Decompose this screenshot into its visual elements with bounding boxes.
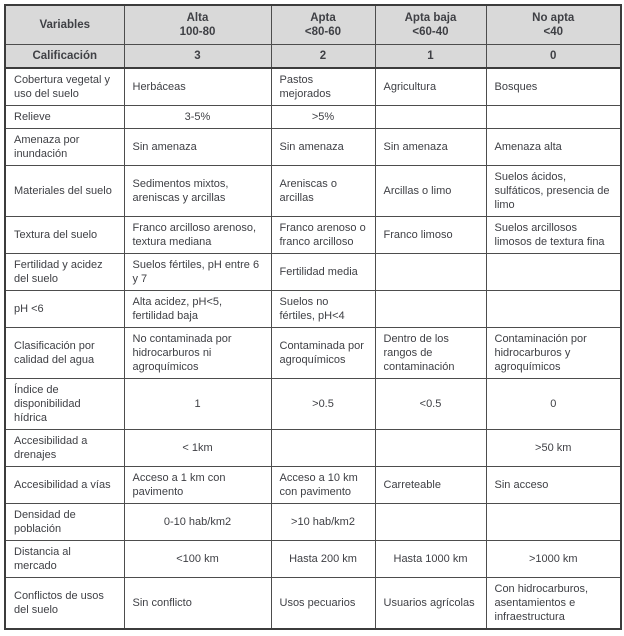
table-cell: Contaminada por agroquímicos	[271, 328, 375, 379]
calificacion-value: 0	[486, 45, 621, 69]
table-cell: Sin amenaza	[124, 129, 271, 166]
table-row	[5, 430, 621, 467]
table-cell: Herbáceas	[124, 68, 271, 106]
column-header-no-apta	[486, 5, 621, 45]
row-label: Fertilidad y acidez del suelo	[5, 254, 124, 291]
column-title: Alta	[186, 12, 209, 24]
table-cell: Contaminación por hidrocarburos y agroquímicos	[486, 328, 621, 379]
calificacion-value: 3	[124, 45, 271, 69]
table-cell: >50 km	[486, 430, 621, 467]
row-label: Accesibilidad a vías	[5, 467, 124, 504]
table-row	[5, 291, 621, 328]
table-cell: Suelos ácidos, sulfáticos, presencia de limo	[486, 166, 621, 217]
column-header-variables: Variables	[5, 5, 124, 45]
column-range: <60-40	[412, 26, 449, 38]
column-header-alta	[124, 5, 271, 45]
suitability-criteria-table	[4, 4, 622, 630]
table-cell: Sedimentos mixtos, areniscas y arcillas	[124, 166, 271, 217]
table-cell: Sin amenaza	[271, 129, 375, 166]
row-label: pH <6	[5, 291, 124, 328]
table-cell: Hasta 200 km	[271, 541, 375, 578]
table-row	[5, 217, 621, 254]
table-cell: Franco limoso	[375, 217, 486, 254]
table-cell: 1	[124, 379, 271, 430]
row-label: Textura del suelo	[5, 217, 124, 254]
table-cell: 3-5%	[124, 106, 271, 129]
table-row	[5, 578, 621, 630]
table-cell: <0.5	[375, 379, 486, 430]
calificacion-label: Calificación	[5, 45, 124, 69]
table-row	[5, 467, 621, 504]
column-title: No apta	[532, 12, 575, 24]
row-label: Índice de disponibilidad hídrica	[5, 379, 124, 430]
table-cell	[486, 504, 621, 541]
table-cell: Carreteable	[375, 467, 486, 504]
column-range: 100-80	[179, 26, 216, 38]
table-body	[5, 68, 621, 629]
row-label: Densidad de población	[5, 504, 124, 541]
table-cell: >1000 km	[486, 541, 621, 578]
table-cell: Suelos arcillosos limosos de textura fina	[486, 217, 621, 254]
column-title: Apta baja	[404, 12, 457, 24]
table-row	[5, 328, 621, 379]
table-cell: Usos pecuarios	[271, 578, 375, 630]
calificacion-row	[5, 45, 621, 69]
table-cell: Dentro de los rangos de contaminación	[375, 328, 486, 379]
table-cell: Pastos mejorados	[271, 68, 375, 106]
table-cell: Suelos fértiles, pH entre 6 y 7	[124, 254, 271, 291]
table-cell	[375, 106, 486, 129]
table-cell: Sin amenaza	[375, 129, 486, 166]
table-cell: < 1km	[124, 430, 271, 467]
table-cell: Areniscas o arcillas	[271, 166, 375, 217]
row-label: Cobertura vegetal y uso del suelo	[5, 68, 124, 106]
calificacion-value: 1	[375, 45, 486, 69]
table-cell: Franco arenoso o franco arcilloso	[271, 217, 375, 254]
table-cell: Acceso a 1 km con pavimento	[124, 467, 271, 504]
table-row	[5, 504, 621, 541]
table-cell: Suelos no fértiles, pH<4	[271, 291, 375, 328]
table-row	[5, 379, 621, 430]
table-cell: <100 km	[124, 541, 271, 578]
table-cell	[375, 504, 486, 541]
table-cell: >5%	[271, 106, 375, 129]
table-cell	[271, 430, 375, 467]
table-cell	[486, 106, 621, 129]
row-label: Clasificación por calidad del agua	[5, 328, 124, 379]
table-row	[5, 166, 621, 217]
row-label: Accesibilidad a drenajes	[5, 430, 124, 467]
table-row	[5, 541, 621, 578]
table-cell: Usuarios agrícolas	[375, 578, 486, 630]
table-cell: Hasta 1000 km	[375, 541, 486, 578]
table-cell	[375, 291, 486, 328]
column-range: <40	[543, 26, 563, 38]
row-label: Conflictos de usos del suelo	[5, 578, 124, 630]
table-cell: Fertilidad media	[271, 254, 375, 291]
row-label: Distancia al mercado	[5, 541, 124, 578]
table-cell: 0	[486, 379, 621, 430]
table-row	[5, 129, 621, 166]
table-cell: 0-10 hab/km2	[124, 504, 271, 541]
table-cell	[375, 430, 486, 467]
row-label: Amenaza por inundación	[5, 129, 124, 166]
table-row	[5, 68, 621, 106]
row-label: Materiales del suelo	[5, 166, 124, 217]
table-cell	[486, 254, 621, 291]
table-cell: No contaminada por hidrocarburos ni agroquímicos	[124, 328, 271, 379]
header-row	[5, 5, 621, 45]
table-row	[5, 254, 621, 291]
table-cell: Agricultura	[375, 68, 486, 106]
table-row	[5, 106, 621, 129]
column-range: <80-60	[304, 26, 342, 38]
calificacion-value: 2	[271, 45, 375, 69]
table-cell: >0.5	[271, 379, 375, 430]
table-cell: Franco arcilloso arenoso, textura mediana	[124, 217, 271, 254]
table-cell: Sin acceso	[486, 467, 621, 504]
column-title: Apta	[310, 12, 336, 24]
column-header-apta-baja	[375, 5, 486, 45]
table-cell: Sin conflicto	[124, 578, 271, 630]
table-cell: Amenaza alta	[486, 129, 621, 166]
table-cell	[486, 291, 621, 328]
table-cell: Acceso a 10 km con pavimento	[271, 467, 375, 504]
table-cell	[375, 254, 486, 291]
table-cell: >10 hab/km2	[271, 504, 375, 541]
table-cell: Bosques	[486, 68, 621, 106]
column-header-apta	[271, 5, 375, 45]
row-label: Relieve	[5, 106, 124, 129]
table-cell: Arcillas o limo	[375, 166, 486, 217]
table-cell: Alta acidez, pH<5, fertilidad baja	[124, 291, 271, 328]
table-cell: Con hidrocarburos, asentamientos e infraestructura	[486, 578, 621, 630]
